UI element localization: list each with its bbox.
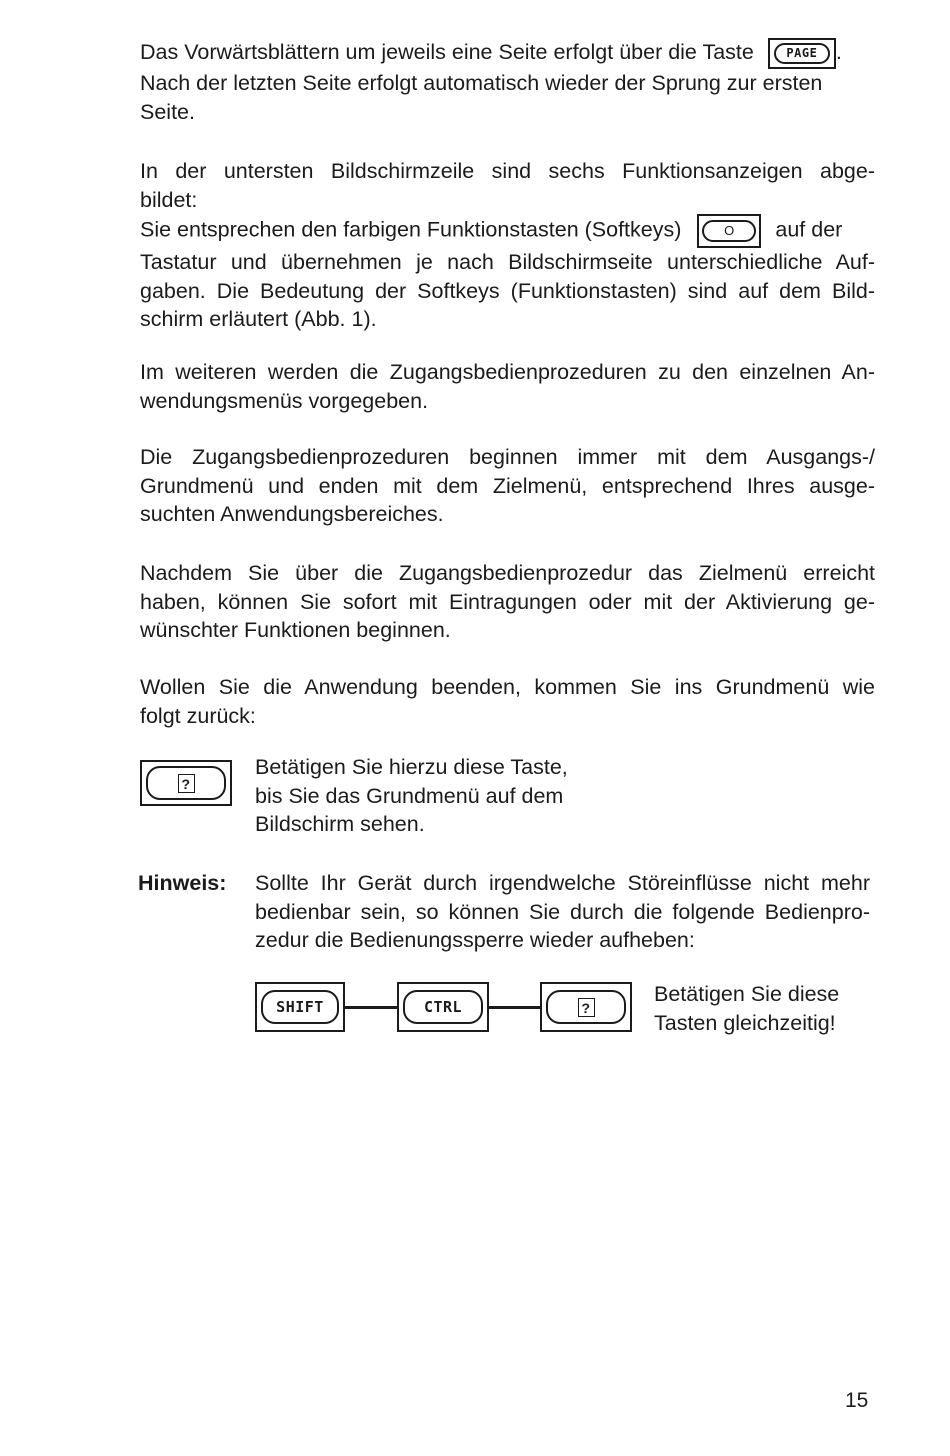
text-line: Wollen Sie die Anwendung beenden, kommen Sie ins Grundmenü wie [140, 675, 875, 699]
paragraph-exit-application [140, 673, 875, 730]
paragraph-access-procedures [140, 358, 875, 415]
page-key-icon: PAGE [768, 38, 836, 69]
text-line: Sie entsprechen den farbigen Funktionstasten (Softkeys) O auf der [140, 214, 875, 248]
softkey-icon: O [697, 214, 761, 248]
text-line: Grundmenü und enden mit dem Zielmenü, entsprechend Ihres ausge- [140, 473, 875, 498]
text-line: Tasten gleichzeitig! [654, 1010, 836, 1035]
paragraph-page-key [140, 38, 875, 126]
text-line: Sollte Ihr Gerät durch irgendwelche Störeinflüsse nicht mehr [255, 871, 870, 895]
text-line: haben, können Sie sofort mit Eintragungen oder mit der Aktivierung ge- [140, 589, 875, 614]
paragraph-target-menu [140, 559, 875, 645]
text-line: wünschter Funktionen beginnen. [140, 618, 451, 642]
text-line: bis Sie das Grundmenü auf dem [255, 783, 564, 808]
help-key-icon: ? [540, 982, 632, 1032]
paragraph-start-end-menu [140, 443, 875, 529]
text-line: Nachdem Sie über die Zugangsbedienprozedur das Zielmenü erreicht [140, 561, 875, 585]
text-line: bildet: [140, 187, 198, 212]
text-line: Die Zugangsbedienprozeduren beginnen immer mit dem Ausgangs-/ [140, 445, 875, 469]
paragraph-softkeys [140, 157, 875, 334]
text-line: gaben. Die Bedeutung der Softkeys (Funktionstasten) sind auf dem Bild- [140, 278, 875, 303]
text-line: Betätigen Sie diese [654, 982, 840, 1006]
text-line: bedienbar sein, so können Sie durch die folgende Bedienpro- [255, 899, 870, 924]
ctrl-key-icon: CTRL [397, 982, 489, 1032]
text-line: schirm erläutert (Abb. 1). [140, 307, 377, 331]
hinweis-text [255, 869, 870, 955]
help-key-icon: ? [140, 760, 232, 806]
text-line: zedur die Bedienungssperre wieder aufheben: [255, 928, 695, 952]
key-combo-description [654, 980, 874, 1037]
text-line: Seite. [140, 99, 195, 124]
text-line: In der untersten Bildschirmzeile sind sechs Funktionsanzeigen abge- [140, 159, 875, 183]
text-line: Nach der letzten Seite erfolgt automatisch wieder der Sprung zur ersten [140, 71, 823, 95]
text-line: Im weiteren werden die Zugangsbedienprozeduren zu den einzelnen An- [140, 360, 875, 384]
text-line: Tastatur und übernehmen je nach Bildschirmseite unterschiedliche Auf- [140, 250, 875, 274]
shift-key-icon: SHIFT [255, 982, 345, 1032]
text-line: wendungsmenüs vorgegeben. [140, 388, 429, 413]
text-line: Das Vorwärtsblättern um jeweils eine Seite erfolgt über die Taste PAGE . [140, 38, 875, 69]
help-key-description [255, 753, 675, 839]
hinweis-label: Hinweis: [138, 871, 227, 895]
text-line: Bildschirm sehen. [255, 812, 425, 836]
key-connector-line [345, 1006, 397, 1009]
page-number: 15 [845, 1389, 869, 1412]
text-line: suchten Anwendungsbereiches. [140, 502, 444, 526]
text-line: folgt zurück: [140, 703, 256, 728]
text-line: Betätigen Sie hierzu diese Taste, [255, 755, 568, 779]
key-connector-line [489, 1006, 540, 1009]
